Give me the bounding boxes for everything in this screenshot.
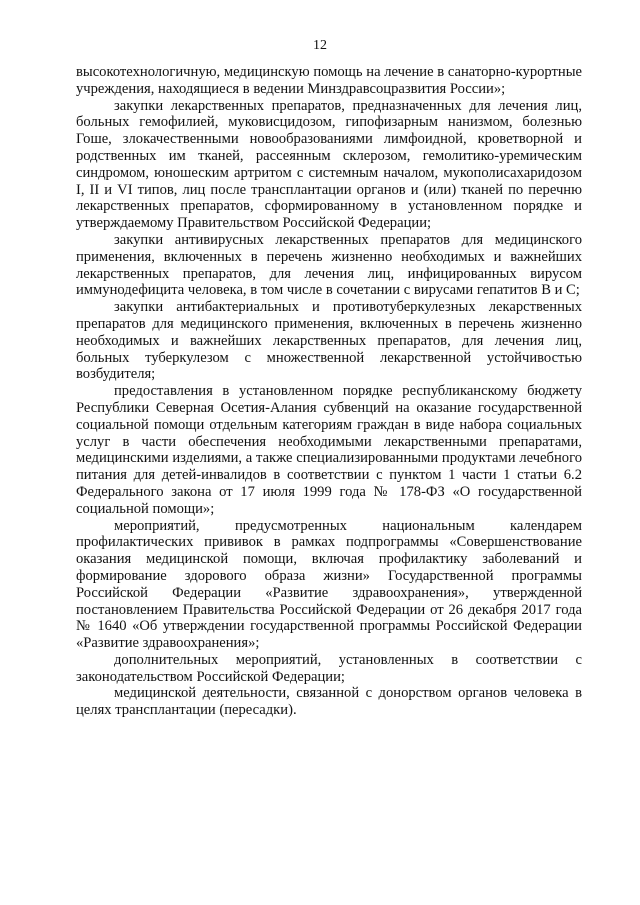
paragraph-subventions: предоставления в установленном порядке республиканскому бюджету Республики Северная Осетия-Алания субвенций на оказание государственной социальной помощи отдельным категориям граждан в виде набора социальных услуг в части обеспечения необходимыми лекарственными препаратами, медицинскими изделиями, а также специализированными продуктами лечебного питания для детей-инвалидов в соответствии с пунктом 1 части 1 статьи 6.2 Федерального закона от 17 июля 1999 года № 178-ФЗ «О государственной социальной помощи»; bbox=[76, 383, 582, 517]
paragraph-antiviral-purchases: закупки антивирусных лекарственных препаратов для медицинского применения, включенных в перечень жизненно необходимых и важнейших лекарственных препаратов, для лечения лиц, инфицированных вирусом иммунодефицита человека, в том числе в сочетании с вирусами гепатитов В и С; bbox=[76, 231, 582, 299]
page-number: 12 bbox=[313, 38, 327, 53]
paragraph-drug-purchases: закупки лекарственных препаратов, предназначенных для лечения лиц, больных гемофилией, муковисцидозом, гипофизарным нанизмом, болезнью Гоше, злокачественными новообразованиями лимфоидной, кроветворной и родственных им тканей, рассеянным склерозом, гемолитико-уремическим синдромом, юношеским артритом с системным началом, мукополисахаридозом I, II и VI типов, лиц после трансплантации органов и (или) тканей по перечню лекарственных препаратов, сформированному в установленном порядке и утверждаемому Правительством Российской Федерации; bbox=[76, 97, 582, 232]
paragraph-vaccination-measures: мероприятий, предусмотренных национальным календарем профилактических прививок в рамках подпрограммы «Совершенствование оказания медицинской помощи, включая профилактику заболеваний и формирование здорового образа жизни» Государственной программы Российской Федерации «Развитие здравоохранения», утвержденной постановлением Правительства Российской Федерации от 26 декабря 2017 года № 1640 «Об утверждении государственной программы Российской Федерации «Развитие здравоохранения»; bbox=[76, 517, 582, 652]
paragraph-organ-donation: медицинской деятельности, связанной с донорством органов человека в целях трансплантации (пересадки). bbox=[76, 685, 582, 719]
document-body bbox=[76, 64, 582, 719]
paragraph-additional-measures: дополнительных мероприятий, установленных в соответствии с законодательством Российской Федерации; bbox=[76, 651, 582, 685]
paragraph-continuation: высокотехнологичную, медицинскую помощь на лечение в санаторно-курортные учреждения, находящиеся в ведении Минздравсоцразвития России»; bbox=[76, 64, 582, 97]
paragraph-antibacterial-purchases: закупки антибактериальных и противотуберкулезных лекарственных препаратов для медицинского применения, включенных в перечень жизненно необходимых и важнейших лекарственных препаратов, для лечения лиц, больных туберкулезом с множественной лекарственной устойчивостью возбудителя; bbox=[76, 299, 582, 383]
